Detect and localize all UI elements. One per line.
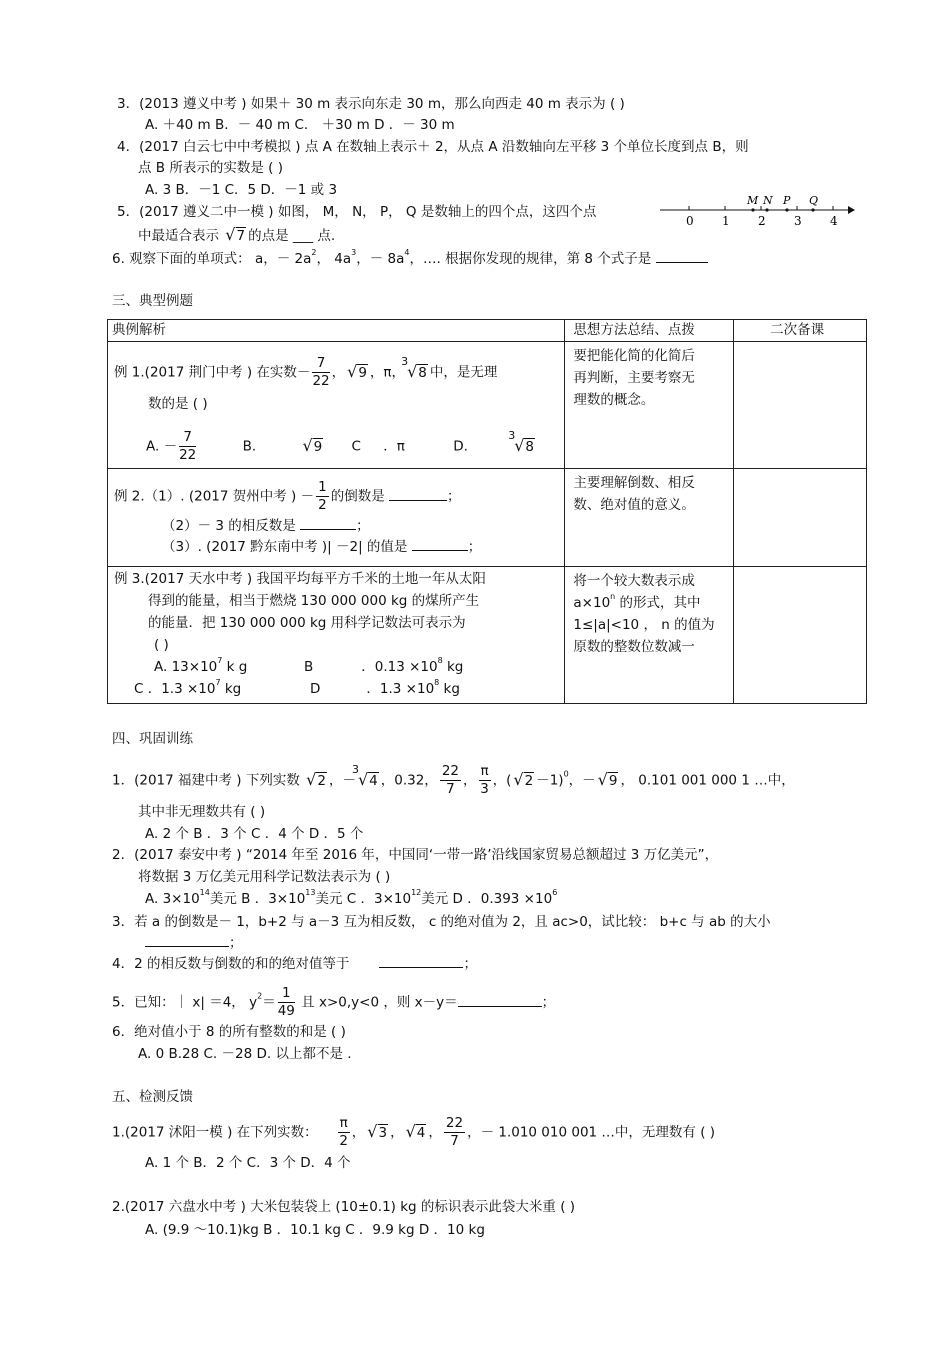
example-2-line1: 例 2.（1）. (2017 贺州中考 ) － $\frac{1}{2}$ 的倒数是 ； xyxy=(114,479,461,513)
header-methods: 思想方法总结、点拨 xyxy=(565,320,734,342)
example-3-option-c: C ．$1.3 \times 10^7$ kg xyxy=(134,678,242,697)
s5-q2-options: A. (9.9 ～10.1)kg B ．10.1 kg C ．9.9 kg D ．10 kg xyxy=(145,1222,485,1238)
example-2-line3: （3）. (2017 黔东南中考 )| －2| 的值是 ； xyxy=(162,539,482,555)
examples-table xyxy=(107,319,867,704)
s4-q4-blank[interactable] xyxy=(379,967,463,968)
tick-label-1: 1 xyxy=(722,214,730,228)
s4-q4: 4．2 的相反数与倒数的和的绝对值等于 ； xyxy=(112,956,477,972)
example-2-second-prep xyxy=(734,469,867,567)
sqrt-7: √7 xyxy=(225,225,246,244)
section-3-title: 三、典型例题 xyxy=(112,293,193,309)
section-5-title: 五、检测反馈 xyxy=(112,1089,193,1105)
fraction-7-22: $\frac{7}{22}$ xyxy=(312,355,330,389)
header-examples: 典例解析 xyxy=(108,320,565,342)
example-1-line1: 例 1.(2017 荆门中考 ) 在实数－ $\frac{7}{22}$ ， √9 ，π， 3 √8 中，是无理 xyxy=(114,354,498,389)
example-1-cell xyxy=(108,342,565,469)
q5-text: 5．(2017 遵义二中一模 ) 如图， M， N， P， Q 是数轴上的四个点，这四个点 xyxy=(117,204,597,220)
point-label-m: M xyxy=(747,194,759,207)
q6-text: 6. 观察下面的单项式： a，－ $2a^2$， $4a^3$，－ $8a^4$，…. 根据你发现的规律，第 8 个式子是 xyxy=(112,250,708,268)
sqrt-9: √9 xyxy=(347,361,367,381)
tick-label-0: 0 xyxy=(686,214,694,228)
tick-label-2: 2 xyxy=(758,214,766,228)
example-1-line2: 数的是 ( ) xyxy=(148,396,208,412)
example-3-line3: 的能量．把 130 000 000 kg 用科学记数法可表示为 xyxy=(148,615,466,631)
example-3-line4: ( ) xyxy=(154,637,169,653)
tick-label-4: 4 xyxy=(830,214,838,228)
s4-q1-line2: 其中非无理数共有 ( ) xyxy=(138,804,266,820)
s4-q1: 1．(2017 福建中考 ) 下列实数 √2 ，－ 3 √4 ，0.32， $\frac{22}{7}$ ， $\frac{\pi}{3}$ ，( √2 －1)$^0$，－ √9 ， 0.101 001 000 1 …中， xyxy=(112,762,795,797)
example-3-cell xyxy=(108,567,565,704)
s4-q6-options: A. 0 B.28 C. －28 D. 以上都不是 . xyxy=(138,1046,352,1062)
s5-q1-options: A. 1 个 B．2 个 C．3 个 D．4 个 xyxy=(145,1155,351,1171)
q3-options: A. ＋40 m B．－ 40 m C． ＋30 m D ．－ 30 m xyxy=(145,117,455,133)
q5-pre: 中最适合表示 xyxy=(138,228,219,244)
example-3-line1: 例 3.(2017 天水中考 ) 我国平均每平方千米的土地一年从太阳 xyxy=(114,571,486,587)
ex1-note-3: 理数的概念。 xyxy=(573,392,655,408)
tick-label-3: 3 xyxy=(794,214,802,228)
s5-q1: 1.(2017 沭阳一模 ) 在下列实数： $\frac{\pi}{2}$ ， √3 ， √4 ， $\frac{22}{7}$ ，－ 1.010 010 001 …中，无理数有 ( ) xyxy=(112,1115,716,1149)
ex1-note-2: 再判断，主要考察无 xyxy=(573,370,695,386)
ex1-note-1: 要把能化简的化简后 xyxy=(573,348,695,364)
q6-answer-blank[interactable] xyxy=(656,262,708,263)
header-second-prep: 二次备课 xyxy=(734,320,867,342)
s4-q3-line2: ； xyxy=(145,934,243,952)
s4-q2-options: A. $3\times 10^{14}$美元 B ．$3\times 10^{13}$美元 C ．$3\times 10^{12}$美元 D ．$0.393 \times 10^6$ xyxy=(145,888,558,907)
s4-q3: 3．若 a 的倒数是－ 1，b+2 与 a－3 互为相反数， c 的绝对值为 2，且 ac>0，试比较： b+c 与 ab 的大小 xyxy=(112,914,771,930)
ex2-blank-3[interactable] xyxy=(412,550,468,551)
q5-text-line2 xyxy=(138,226,335,245)
example-3-option-d: D ．$1.3 \times 10^8$ kg xyxy=(310,678,460,697)
point-m xyxy=(751,208,754,211)
s4-q1-options: A. 2 个 B ．3 个 C ．4 个 D ．5 个 xyxy=(145,826,364,842)
s4-q2-line2: 将数据 3 万亿美元用科学记数法表示为 ( ) xyxy=(138,869,391,885)
example-3-option-a: A. $13\times 10^7$ k g xyxy=(154,656,248,675)
s4-q3-blank[interactable] xyxy=(145,946,229,947)
example-3-second-prep xyxy=(734,567,867,704)
s4-q2: 2．(2017 泰安中考 ) “2014 年至 2016 年，中国同‘一带一路’沿线国家贸易总额超过 3 万亿美元”， xyxy=(112,847,719,863)
example-3-option-b: B ．$0.13 \times 10^8$ kg xyxy=(304,656,464,675)
point-n xyxy=(765,208,768,211)
ex2-blank-2[interactable] xyxy=(300,529,356,530)
ex2-blank-1[interactable] xyxy=(389,500,447,501)
q4-options: A. 3 B．－1 C．5 D．－1 或 3 xyxy=(145,182,338,198)
q4-text: 4．(2017 白云七中中考模拟 ) 点 A 在数轴上表示＋ 2，从点 A 沿数轴向左平移 3 个单位长度到点 B，则 xyxy=(117,139,749,155)
q4-text-line2: 点 B 所表示的实数是 ( ) xyxy=(138,160,283,176)
example-1-note xyxy=(565,342,734,469)
s4-q6: 6．绝对值小于 8 的所有整数的和是 ( ) xyxy=(112,1024,346,1040)
example-1-second-prep xyxy=(734,342,867,469)
s5-q2: 2.(2017 六盘水中考 ) 大米包装袋上 (10±0.1) kg 的标识表示此袋大米重 ( ) xyxy=(112,1199,576,1215)
example-2-line2: （2）－ 3 的相反数是 ； xyxy=(162,518,370,534)
cbrt-8: 3 √8 xyxy=(401,354,427,381)
number-line xyxy=(655,192,855,230)
example-3-note: 将一个较大数表示成 $a\times 10^n$ 的形式，其中 1≤|a|<10 ， n 的值为 原数的整数位数减一 xyxy=(565,567,734,704)
example-2-cell xyxy=(108,469,565,567)
point-q xyxy=(811,208,814,211)
point-label-p: P xyxy=(783,194,791,207)
point-label-q: Q xyxy=(809,194,819,207)
s4-q5: 5．已知：｜ x| ＝4， $y^2=$ $\frac{1}{49}$ 且 x>0,y<0 ，则 x－y＝ ； xyxy=(112,985,556,1019)
q3-text: 3．(2013 遵义中考 ) 如果＋ 30 m 表示向东走 30 m，那么向西走 40 m 表示为 ( ) xyxy=(117,96,625,112)
point-label-n: N xyxy=(763,194,773,207)
example-3-line2: 得到的能量，相当于燃烧 130 000 000 kg 的煤所产生 xyxy=(148,593,480,609)
section-4-title: 四、巩固训练 xyxy=(112,731,193,747)
example-2-note: 主要理解倒数、相反 数、绝对值的意义。 xyxy=(565,469,734,567)
example-1-options: A. － $\frac{7}{22}$ B. √9 C ．π D. 3 √8 xyxy=(146,428,534,463)
q5-post: 的点是 ___ 点. xyxy=(248,228,336,244)
s4-q5-blank[interactable] xyxy=(458,1006,542,1007)
point-p xyxy=(785,208,788,211)
fraction-1-2: $\frac{1}{2}$ xyxy=(318,479,327,513)
